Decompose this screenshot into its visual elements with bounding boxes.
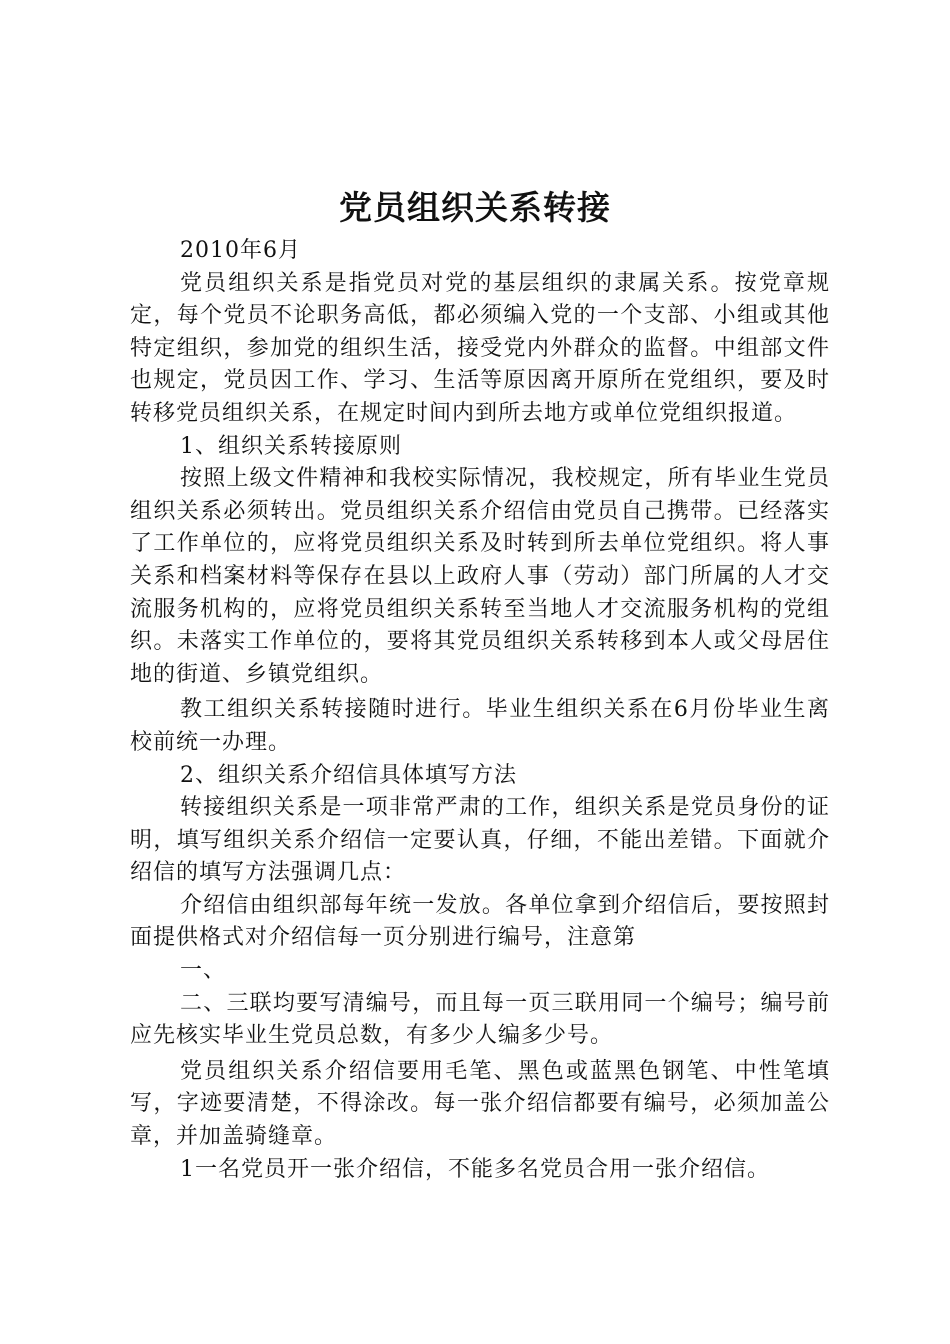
document-body	[130, 235, 830, 1186]
section-heading-2: 2、组织关系介绍信具体填写方法	[180, 762, 517, 788]
paragraph-intro: 党员组织关系是指党员对党的基层组织的隶属关系。按党章规定，每个党员不论职务高低，都必须编入党的一个支部、小组或其他特定组织，参加党的组织生活，接受党内外群众的监督。中组部文件也规定，党员因工作、学习、生活等原因离开原所在党组织，要及时转移党员组织关系，在规定时间内到所去地方或单位党组织报道。	[130, 270, 830, 426]
paragraph-staff-transfer: 教工组织关系转接随时进行。毕业生组织关系在6月份毕业生离校前统一办理。	[130, 697, 830, 755]
document-date: 2010年6月	[180, 238, 301, 263]
paragraph-transfer-rules: 按照上级文件精神和我校实际情况，我校规定，所有毕业生党员组织关系必须转出。党员组织关系介绍信由党员自己携带。已经落实了工作单位的，应将党员组织关系及时转到所去单位党组织。将人事关系和档案材料等保存在县以上政府人事（劳动）部门所属的人才交流服务机构的，应将党员组织关系转至当地人才交流服务机构的党组织。未落实工作单位的，要将其党员组织关系转移到本人或父母居住地的街道、乡镇党组织。	[130, 466, 830, 687]
document-title: 党员组织关系转接	[339, 188, 611, 227]
paragraph-distribution: 介绍信由组织部每年统一发放。各单位拿到介绍信后，要按照封面提供格式对介绍信每一页分别进行编号，注意第	[130, 892, 830, 951]
paragraph-filling-rules: 党员组织关系介绍信要用毛笔、黑色或蓝黑色钢笔、中性笔填写，字迹要清楚，不得涂改。每一张介绍信都要有编号，必须加盖公章，并加盖骑缝章。	[130, 1058, 830, 1150]
paragraph-one-per-member: 1一名党员开一张介绍信，不能多名党员合用一张介绍信。	[180, 1156, 770, 1182]
paragraph-importance: 转接组织关系是一项非常严肃的工作，组织关系是党员身份的证明，填写组织关系介绍信一定要认真，仔细，不能出差错。下面就介绍信的填写方法强调几点：	[130, 795, 830, 886]
paragraph-numbering: 二、三联均要写清编号，而且每一页三联用同一个编号；编号前应先核实毕业生党员总数，有多少人编多少号。	[130, 990, 830, 1049]
section-heading-1: 1、组织关系转接原则	[180, 433, 402, 459]
paragraph-fragment: 一、	[180, 958, 227, 984]
